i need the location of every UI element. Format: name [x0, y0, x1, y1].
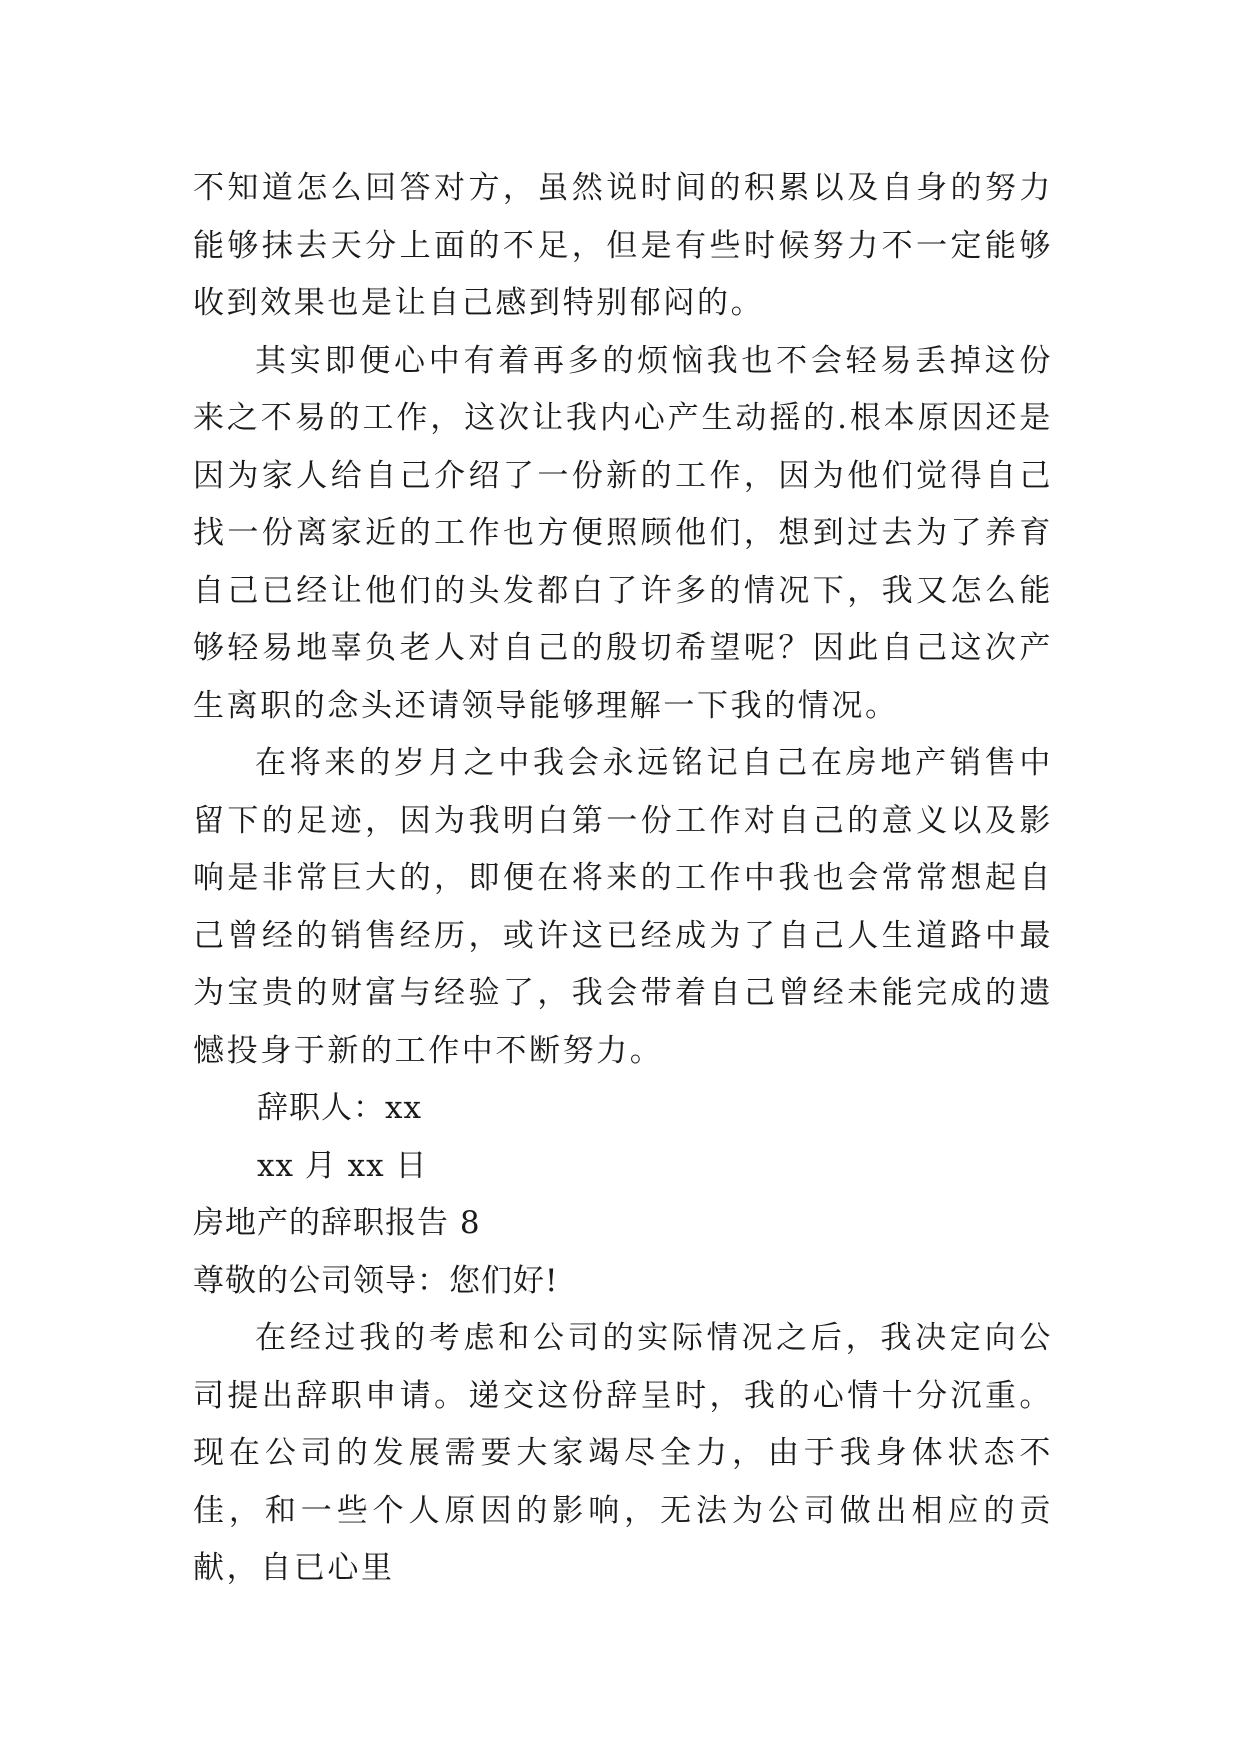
section-title: 房地产的辞职报告 8: [193, 1205, 481, 1241]
paragraph-body: 在经过我的考虑和公司的实际情况之后，我决定向公司提出辞职申请。递交这份辞呈时，我的心情十分沉重。现在公司的发展需要大家竭尽全力，由于我身体状态不佳，和一些个人原因的影响，无法为公司做出相应的贡献，自已心里: [193, 1320, 1053, 1586]
signature-date: xx 月 xx 日: [257, 1147, 428, 1184]
salutation: 尊敬的公司领导：您们好!: [193, 1262, 559, 1299]
document-content: [193, 160, 1053, 1598]
paragraph-reason: 其实即便心中有着再多的烦恼我也不会轻易丢掉这份来之不易的工作，这次让我内心产生动摇的.根本原因还是因为家人给自己介绍了一份新的工作，因为他们觉得自己找一份离家近的工作也方便照顾他们，想到过去为了养育自己已经让他们的头发都白了许多的情况下，我又怎么能够轻易地辜负老人对自己的殷切希望呢？因此自己这次产生离职的念头还请领导能够理解一下我的情况。: [193, 342, 1053, 724]
paragraph-continuation: 不知道怎么回答对方，虽然说时间的积累以及自身的努力能够抹去天分上面的不足，但是有些时候努力不一定能够收到效果也是让自己感到特别郁闷的。: [193, 170, 1053, 321]
paragraph-future: 在将来的岁月之中我会永远铭记自己在房地产销售中留下的足迹，因为我明白第一份工作对自己的意义以及影响是非常巨大的，即便在将来的工作中我也会常常想起自己曾经的销售经历，或许这已经成为了自己人生道路中最为宝贵的财富与经验了，我会带着自己曾经未能完成的遗憾投身于新的工作中不断努力。: [193, 745, 1053, 1069]
signature-name: 辞职人：xx: [257, 1090, 422, 1126]
